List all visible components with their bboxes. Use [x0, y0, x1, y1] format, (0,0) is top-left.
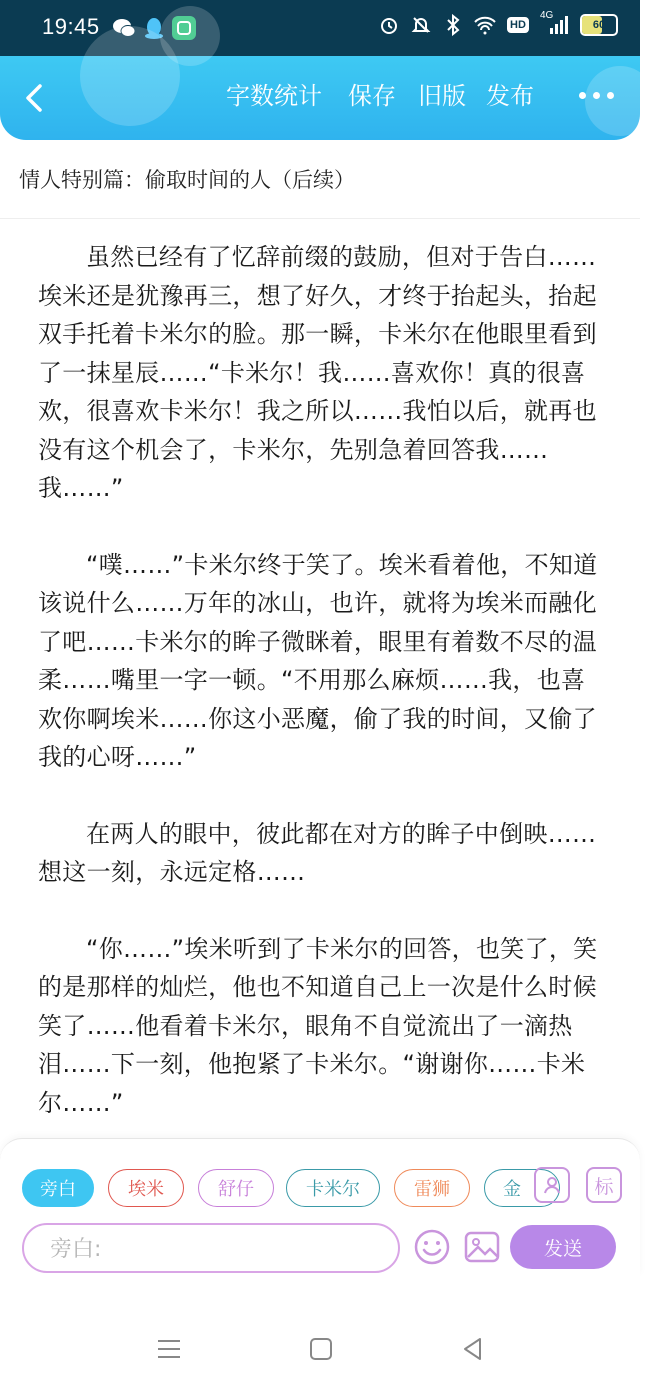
wifi-icon: [474, 14, 496, 36]
signal-icon: 4G: [540, 14, 570, 36]
image-icon[interactable]: [462, 1227, 502, 1267]
chip-kamier[interactable]: 卡米尔: [286, 1169, 380, 1207]
send-button[interactable]: 发送: [510, 1225, 616, 1269]
character-chips: [22, 1169, 521, 1211]
home-icon[interactable]: [306, 1334, 336, 1364]
tag-button[interactable]: 标: [586, 1167, 622, 1203]
status-time: 19:45: [42, 14, 100, 39]
bluetooth-icon: [442, 14, 464, 36]
composer-panel: [0, 1138, 640, 1275]
status-icons: [378, 10, 618, 36]
system-nav-bar: [0, 1274, 640, 1387]
more-dots-icon[interactable]: [579, 92, 614, 99]
chip-leishi[interactable]: 雷狮: [394, 1169, 470, 1207]
chip-aimi[interactable]: 埃米: [108, 1169, 184, 1207]
character-manage-icon[interactable]: [534, 1167, 570, 1203]
editor-header: [0, 56, 640, 140]
message-input[interactable]: [48, 1233, 382, 1265]
message-input-box[interactable]: [22, 1223, 400, 1273]
chip-narrator[interactable]: 旁白: [22, 1169, 94, 1207]
menu-icon[interactable]: [154, 1334, 184, 1364]
paragraph[interactable]: 虽然已经有了忆辞前缀的鼓励，但对于告白……埃米还是犹豫再三，想了好久，才终于抬起头，抬起双手托着卡米尔的脸。那一瞬，卡米尔在他眼里看到了一抹星辰……“卡米尔！我……喜欢你！真的很喜欢，很喜欢卡米尔！我之所以……我怕以后，就再也没有这个机会了，卡米尔，先别急着回答我……我……”: [38, 243, 597, 502]
title-row[interactable]: [0, 140, 640, 219]
paragraph[interactable]: 在两人的眼中，彼此都在对方的眸子中倒映……想这一刻，永远定格……: [38, 819, 597, 886]
chip-shuzai[interactable]: 舒仔: [198, 1169, 274, 1207]
paragraph[interactable]: “你……”埃米听到了卡米尔的回答，也笑了，笑的是那样的灿烂，他也不知道自己上一次是什么时候笑了……他看着卡米尔，眼角不自觉流出了一滴热泪……下一刻，他抱紧了卡米尔。“谢谢你……卡米尔……”: [38, 934, 598, 1117]
battery-icon: 60: [580, 14, 618, 36]
word-count-button[interactable]: 字数统计: [226, 82, 322, 110]
save-button[interactable]: 保存: [348, 82, 396, 110]
alarm-icon: [378, 14, 400, 36]
publish-button[interactable]: 发布: [486, 82, 534, 110]
back-chevron-icon: [18, 78, 54, 118]
back-triangle-icon[interactable]: [458, 1334, 488, 1364]
document-title[interactable]: 情人特别篇：偷取时间的人（后续）: [19, 168, 355, 192]
old-version-button[interactable]: 旧版: [418, 82, 466, 110]
paragraph[interactable]: “噗……”卡米尔终于笑了。埃米看着他，不知道该说什么……万年的冰山，也许，就将为埃米而融化了吧……卡米尔的眸子微眯着，眼里有着数不尽的温柔……嘴里一字一顿。“不用那么麻烦……我，也喜欢你啊埃米……你这小恶魔，偷了我的时间，又偷了我的心呀……”: [38, 550, 598, 771]
hd-badge: HD: [506, 14, 530, 36]
emoji-icon[interactable]: [412, 1227, 452, 1267]
document-body[interactable]: [38, 238, 604, 1160]
chip-jin[interactable]: 金: [484, 1169, 560, 1207]
mute-icon: [410, 14, 432, 36]
back-button[interactable]: [18, 78, 54, 118]
